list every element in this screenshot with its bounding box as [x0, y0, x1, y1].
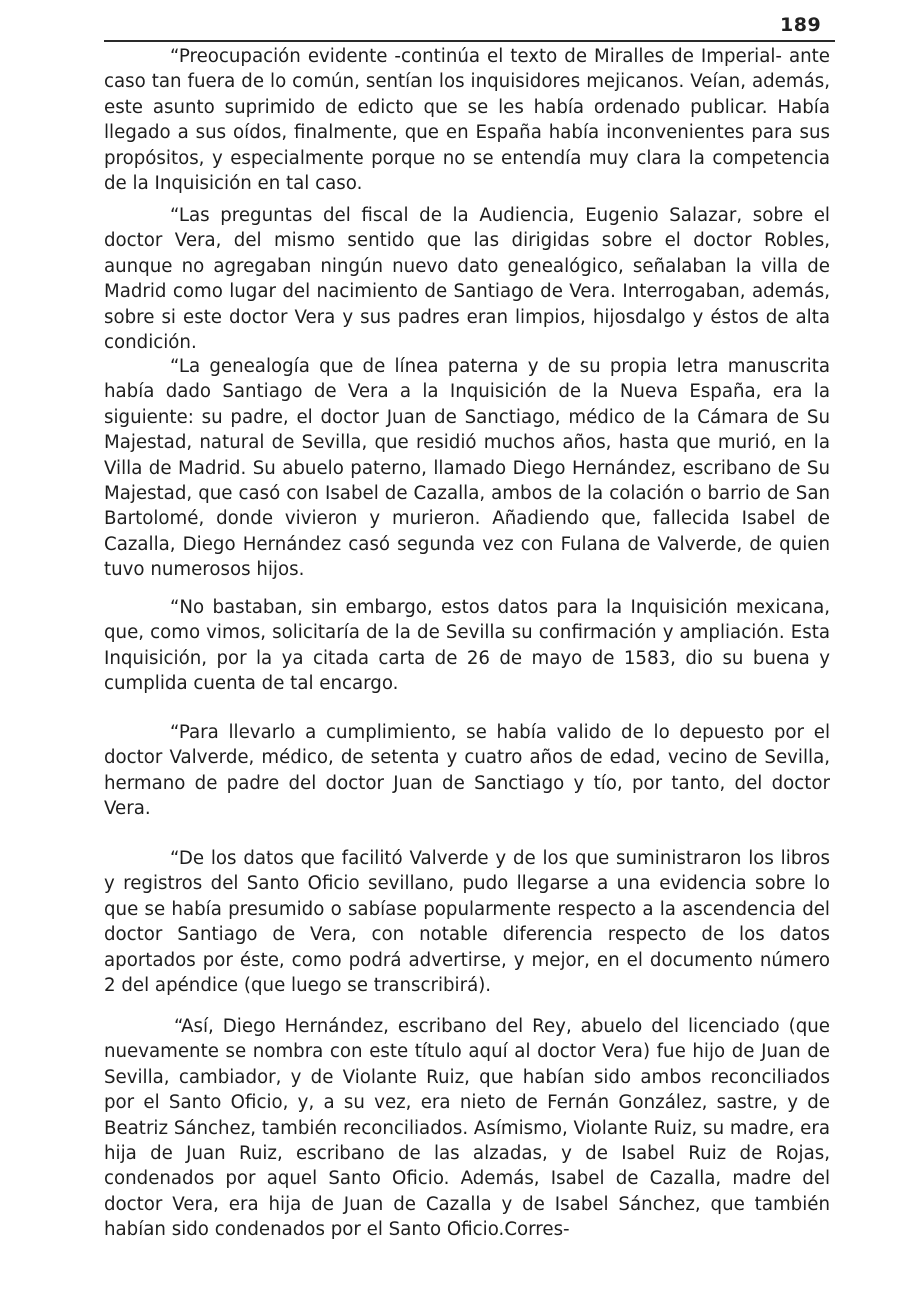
paragraph-5: “Para llevarlo a cumplimiento, se había valido de lo depuesto por el doctor Valverde, médico, de setenta y cuatro años de edad, vecino de Sevilla, hermano de padre del doctor Juan de Sanctiago y tío, por tanto, del doctor Vera. — [104, 722, 830, 820]
paragraph-6: “De los datos que facilitó Valverde y de los que suministraron los libros y registros del Santo Oficio sevillano, pudo llegarse a una evidencia sobre lo que se había presumido o sabíase popularmente respecto a la ascendencia del doctor Santiago de Vera, con notable diferencia respecto de los datos aportados por éste, como podrá advertirse, y mejor, en el documento número 2 del apéndice (que luego se transcribirá). — [104, 848, 830, 997]
paragraph-2: “Las preguntas del fiscal de la Audiencia, Eugenio Salazar, sobre el doctor Vera, del mismo sentido que las dirigidas sobre el doctor Robles, aunque no agregaban ningún nuevo dato genealógico, señalaban la villa de Madrid como lugar del nacimiento de Santiago de Vera. Interrogaban, además, sobre si este doctor Vera y sus padres eran limpios, hijosdalgo y éstos de alta condición. — [104, 205, 830, 354]
paragraph-7: “Así, Diego Hernández, escribano del Rey, abuelo del licenciado (que nuevamente se nombra con este título aquí al doctor Vera) fue hijo de Juan de Sevilla, cambiador, y de Violante Ruiz, que habían sido ambos reconciliados por el Santo Oficio, y, a su vez, era nieto de Fernán González, sastre, y de Beatriz Sánchez, también reconciliados. Asímismo, Violante Ruiz, su madre, era hija de Juan Ruiz, escribano de las alzadas, y de Isabel Ruiz de Rojas, condenados por aquel Santo Oficio. Además, Isabel de Cazalla, madre del doctor Vera, era hija de Juan de Cazalla y de Isabel Sánchez, que también habían sido condenados por el Santo Oficio.Corres- — [104, 1016, 830, 1241]
paragraph-3: “La genealogía que de línea paterna y de su propia letra manuscrita había dado Santiago de Vera a la Inquisición de la Nueva España, era la siguiente: su padre, el doctor Juan de Sanctiago, médico de la Cámara de Su Majestad, natural de Sevilla, que residió muchos años, hasta que murió, en la Villa de Madrid. Su abuelo paterno, llamado Diego Hernández, escribano de Su Majestad, que casó con Isabel de Cazalla, ambos de la colación o barrio de San Bartolomé, donde vivieron y murieron. Añadiendo que, fallecida Isabel de Cazalla, Diego Hernández casó segunda vez con Fulana de Valverde, de quien tuvo numerosos hijos. — [104, 356, 830, 581]
paragraph-1: “Preocupación evidente -continúa el texto de Miralles de Imperial- ante caso tan fuera de lo común, sentían los inquisidores mejicanos. Veían, además, este asunto suprimido de edicto que se les había ordenado publicar. Había llegado a sus oídos, finalmente, que en España había inconvenientes para sus propósitos, y especialmente porque no se entendía muy clara la competencia de la Inquisición en tal caso. — [104, 46, 830, 195]
header-rule — [104, 40, 835, 42]
page-number: 189 — [780, 14, 822, 36]
paragraph-4: “No bastaban, sin embargo, estos datos para la Inquisición mexicana, que, como vimos, solicitaría de la de Sevilla su confirmación y ampliación. Esta Inquisición, por la ya citada carta de 26 de mayo de 1583, dio su buena y cumplida cuenta de tal encargo. — [104, 597, 830, 695]
